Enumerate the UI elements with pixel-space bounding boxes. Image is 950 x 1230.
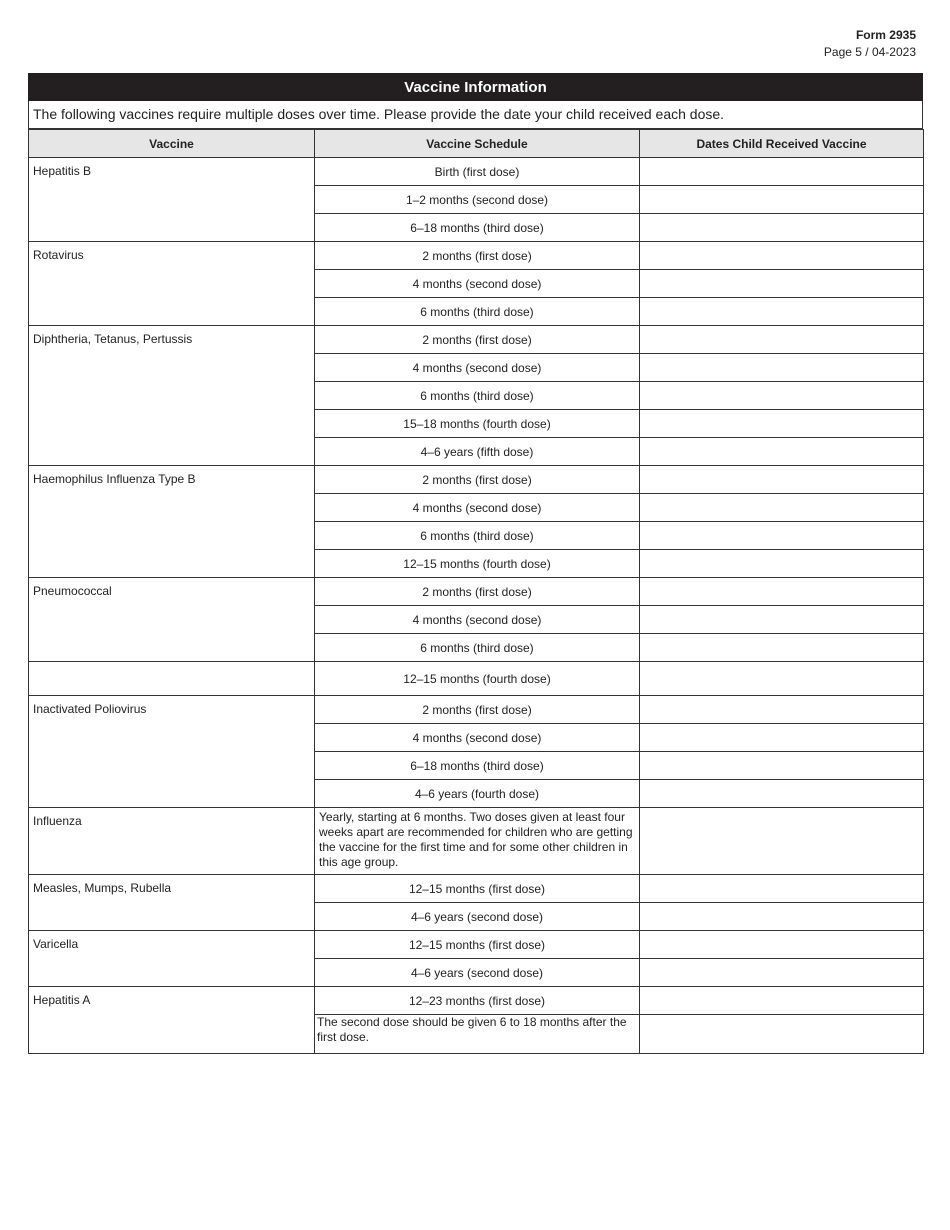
date-input-cell[interactable] [640,270,924,298]
vaccine-name: Influenza [29,808,315,875]
schedule-cell: 6 months (third dose) [315,382,640,410]
schedule-cell: 12–23 months (first dose) [315,987,640,1015]
date-input-cell[interactable] [640,354,924,382]
schedule-cell: 4 months (second dose) [315,494,640,522]
date-input-cell[interactable] [640,606,924,634]
table-row [29,875,924,903]
form-number: Form 2935 [855,28,916,42]
date-input-cell[interactable] [640,522,924,550]
header-vaccine: Vaccine [29,130,315,158]
schedule-cell: 6–18 months (third dose) [315,752,640,780]
table-row [29,987,924,1015]
header-schedule: Vaccine Schedule [315,130,640,158]
schedule-cell: 6 months (third dose) [315,298,640,326]
date-input-cell[interactable] [640,808,924,875]
vaccine-name: Haemophilus Influenza Type B [29,466,315,578]
date-input-cell[interactable] [640,696,924,724]
date-input-cell[interactable] [640,903,924,931]
schedule-cell: Yearly, starting at 6 months. Two doses given at least four weeks apart are recommended for children who are getting the vaccine for the first time and for some other children in this age group. [315,808,640,875]
form-header [824,27,916,61]
schedule-cell: 6 months (third dose) [315,634,640,662]
table-row [29,696,924,724]
date-input-cell[interactable] [640,326,924,354]
date-input-cell[interactable] [640,875,924,903]
page-number: Page 5 / 04-2023 [823,45,916,59]
schedule-cell: 4 months (second dose) [315,270,640,298]
table-row [29,808,924,875]
vaccine-name: Varicella [29,931,315,987]
schedule-cell: 12–15 months (first dose) [315,931,640,959]
schedule-cell: 4 months (second dose) [315,354,640,382]
vaccine-name: Hepatitis B [29,158,315,242]
table-row [29,326,924,354]
section-title: Vaccine Information [28,73,923,101]
date-input-cell[interactable] [640,578,924,606]
date-input-cell[interactable] [640,662,924,696]
schedule-cell: 4–6 years (second dose) [315,903,640,931]
schedule-cell: 4 months (second dose) [315,724,640,752]
date-input-cell[interactable] [640,550,924,578]
schedule-cell: Birth (first dose) [315,158,640,186]
schedule-cell: 4–6 years (fifth dose) [315,438,640,466]
date-input-cell[interactable] [640,410,924,438]
table-row [29,931,924,959]
header-dates: Dates Child Received Vaccine [640,130,924,158]
date-input-cell[interactable] [640,214,924,242]
schedule-cell: The second dose should be given 6 to 18 months after the first dose. [315,1015,640,1054]
date-input-cell[interactable] [640,1015,924,1054]
schedule-cell: 2 months (first dose) [315,326,640,354]
date-input-cell[interactable] [640,242,924,270]
date-input-cell[interactable] [640,382,924,410]
schedule-cell: 6–18 months (third dose) [315,214,640,242]
section-intro: The following vaccines require multiple doses over time. Please provide the date your child received each dose. [28,101,923,129]
schedule-cell: 6 months (third dose) [315,522,640,550]
date-input-cell[interactable] [640,298,924,326]
date-input-cell[interactable] [640,186,924,214]
table-row [29,242,924,270]
table-header-row [29,130,924,158]
date-input-cell[interactable] [640,438,924,466]
schedule-cell: 2 months (first dose) [315,466,640,494]
vaccine-name: Rotavirus [29,242,315,326]
schedule-cell: 15–18 months (fourth dose) [315,410,640,438]
vaccine-name: Measles, Mumps, Rubella [29,875,315,931]
vaccine-name: Inactivated Poliovirus [29,696,315,808]
table-row [29,578,924,606]
vaccine-name-empty [29,662,315,696]
vaccine-name: Pneumococcal [29,578,315,662]
schedule-cell: 12–15 months (fourth dose) [315,662,640,696]
schedule-cell: 4–6 years (second dose) [315,959,640,987]
vaccine-name: Diphtheria, Tetanus, Pertussis [29,326,315,466]
schedule-cell: 12–15 months (first dose) [315,875,640,903]
vaccine-information-section [28,73,923,1054]
schedule-cell: 1–2 months (second dose) [315,186,640,214]
schedule-cell: 4–6 years (fourth dose) [315,780,640,808]
schedule-cell: 2 months (first dose) [315,696,640,724]
date-input-cell[interactable] [640,987,924,1015]
schedule-cell: 4 months (second dose) [315,606,640,634]
date-input-cell[interactable] [640,466,924,494]
table-row [29,662,924,696]
table-row [29,158,924,186]
schedule-cell: 2 months (first dose) [315,242,640,270]
schedule-cell: 2 months (first dose) [315,578,640,606]
date-input-cell[interactable] [640,494,924,522]
date-input-cell[interactable] [640,931,924,959]
date-input-cell[interactable] [640,752,924,780]
date-input-cell[interactable] [640,724,924,752]
date-input-cell[interactable] [640,158,924,186]
date-input-cell[interactable] [640,780,924,808]
vaccine-table [28,129,924,1054]
table-row [29,466,924,494]
schedule-cell: 12–15 months (fourth dose) [315,550,640,578]
date-input-cell[interactable] [640,634,924,662]
vaccine-name: Hepatitis A [29,987,315,1054]
date-input-cell[interactable] [640,959,924,987]
